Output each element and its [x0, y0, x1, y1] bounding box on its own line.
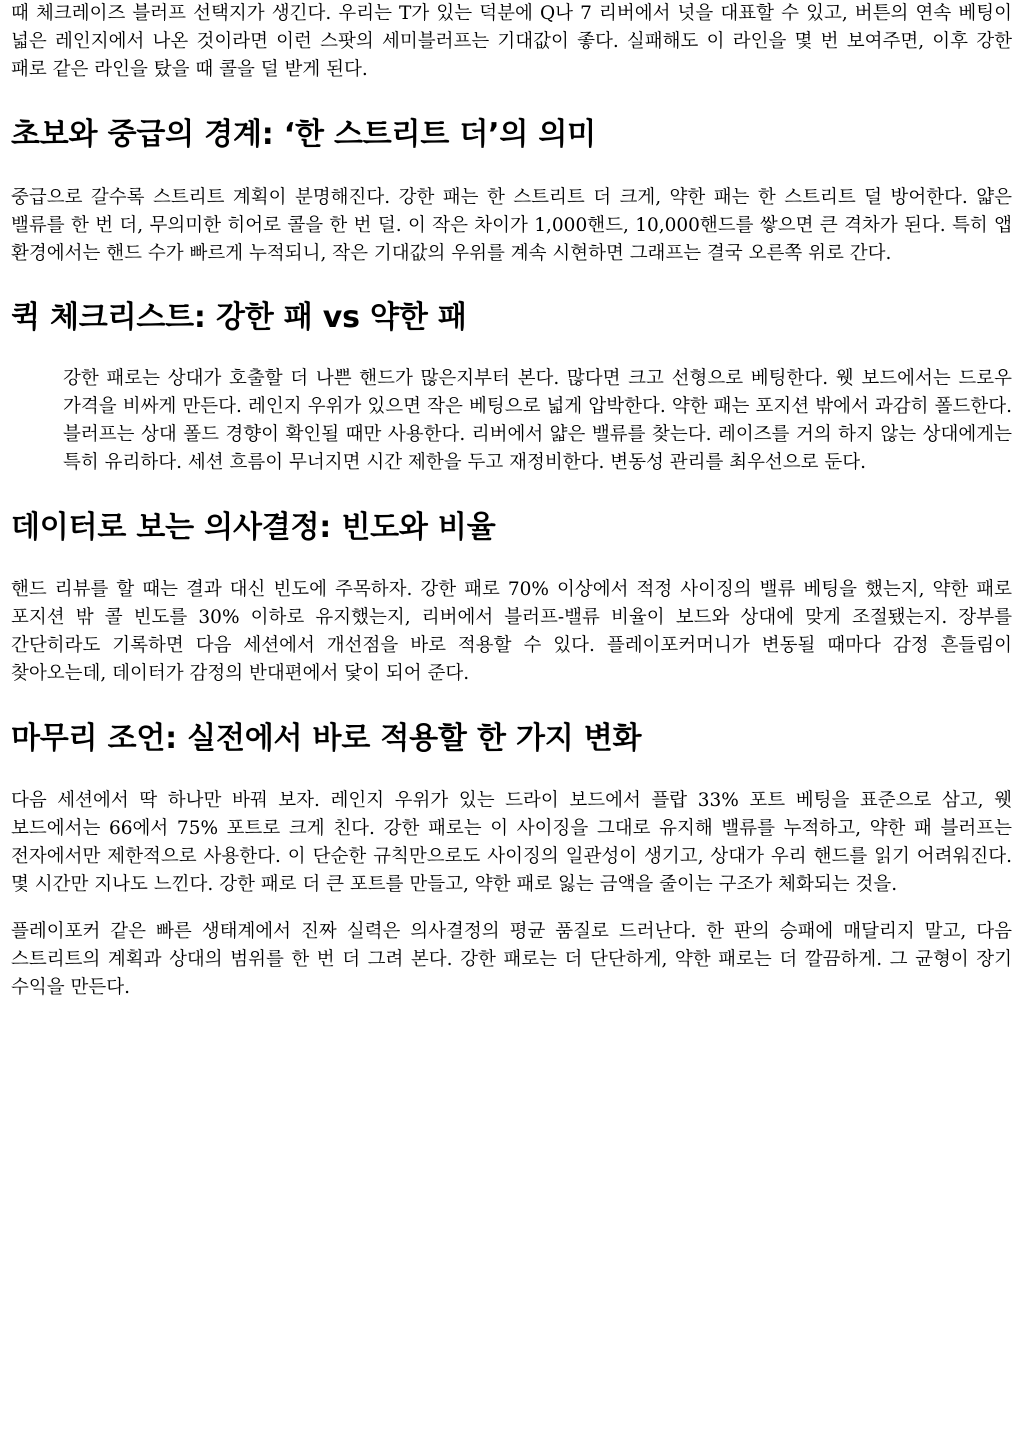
section-paragraph-data-decisions: 핸드 리뷰를 할 때는 결과 대신 빈도에 주목하자. 강한 패로 70% 이상에서 적정 사이징의 밸류 베팅을 했는지, 약한 패로 포지션 밖 콜 빈도를 30% 이하로 유지했는지, 리버에서 블러프-밸류 비율이 보드와 상대에 맞게 조절됐는지. 장부를 간단히라도 기록하면 다음 세션에서 개선점을 바로 적용할 수 있다. 플레이포커머니가 변동될 때마다 감정 흔들림이 찾아오는데, 데이터가 감정의 반대편에서 닻이 되어 준다.	[11, 579, 1012, 684]
closing-paragraph: 플레이포커 같은 빠른 생태계에서 진짜 실력은 의사결정의 평균 품질로 드러난다. 한 판의 승패에 매달리지 말고, 다음 스트리트의 계획과 상대의 범위를 한 번 더 그려 본다. 강한 패로는 더 단단하게, 약한 패로는 더 깔끔하게. 그 균형이 장기 수익을 만든다.	[11, 921, 1012, 998]
section-heading-quick-checklist: 퀵 체크리스트: 강한 패 vs 약한 패	[11, 300, 467, 335]
section-heading-beginner-vs-intermediate: 초보와 중급의 경계: ‘한 스트리트 더’의 의미	[11, 117, 596, 152]
section-heading-closing-advice: 마무리 조언: 실전에서 바로 적용할 한 가지 변화	[11, 721, 642, 756]
section-heading-data-decisions: 데이터로 보는 의사결정: 빈도와 비율	[11, 510, 496, 545]
checklist-blockquote: 강한 패로는 상대가 호출할 더 나쁜 핸드가 많은지부터 본다. 많다면 크고 선형으로 베팅한다. 웻 보드에서는 드로우 가격을 비싸게 만든다. 레인지 우위가 있으면 작은 베팅으로 넓게 압박한다. 약한 패는 포지션 밖에서 과감히 폴드한다. 블러프는 상대 폴드 경향이 확인될 때만 사용한다. 리버에서 얇은 밸류를 찾는다. 레이즈를 거의 하지 않는 상대에게는 특히 유리하다. 세션 흐름이 무너지면 시간 제한을 두고 재정비한다. 변동성 관리를 최우선으로 둔다.	[63, 368, 1012, 473]
section-paragraph-beginner-vs-intermediate: 중급으로 갈수록 스트리트 계획이 분명해진다. 강한 패는 한 스트리트 더 크게, 약한 패는 한 스트리트 덜 방어한다. 얇은 밸류를 한 번 더, 무의미한 히어로 콜을 한 번 덜. 이 작은 차이가 1,000핸드, 10,000핸드를 쌓으면 큰 격차가 된다. 특히 앱 환경에서는 핸드 수가 빠르게 누적되니, 작은 기대값의 우위를 계속 시현하면 그래프는 결국 오른쪽 위로 간다.	[11, 187, 1012, 264]
section-paragraph-closing-advice: 다음 세션에서 딱 하나만 바꿔 보자. 레인지 우위가 있는 드라이 보드에서 플랍 33% 포트 베팅을 표준으로 삼고, 웻 보드에서는 66에서 75% 포트로 크게 친다. 강한 패로는 이 사이징을 그대로 유지해 밸류를 누적하고, 약한 패 블러프는 전자에서만 제한적으로 사용한다. 이 단순한 규칙만으로도 사이징의 일관성이 생기고, 상대가 우리 핸드를 읽기 어려워진다. 몇 시간만 지나도 느낀다. 강한 패로 더 큰 포트를 만들고, 약한 패로 잃는 금액을 줄이는 구조가 체화되는 것을.	[11, 790, 1012, 895]
intro-paragraph: 때 체크레이즈 블러프 선택지가 생긴다. 우리는 T가 있는 덕분에 Q나 7 리버에서 넛을 대표할 수 있고, 버튼의 연속 베팅이 넓은 레인지에서 나온 것이라면 이런 스팟의 세미블러프는 기대값이 좋다. 실패해도 이 라인을 몇 번 보여주면, 이후 강한 패로 같은 라인을 탔을 때 콜을 덜 받게 된다.	[11, 3, 1012, 80]
